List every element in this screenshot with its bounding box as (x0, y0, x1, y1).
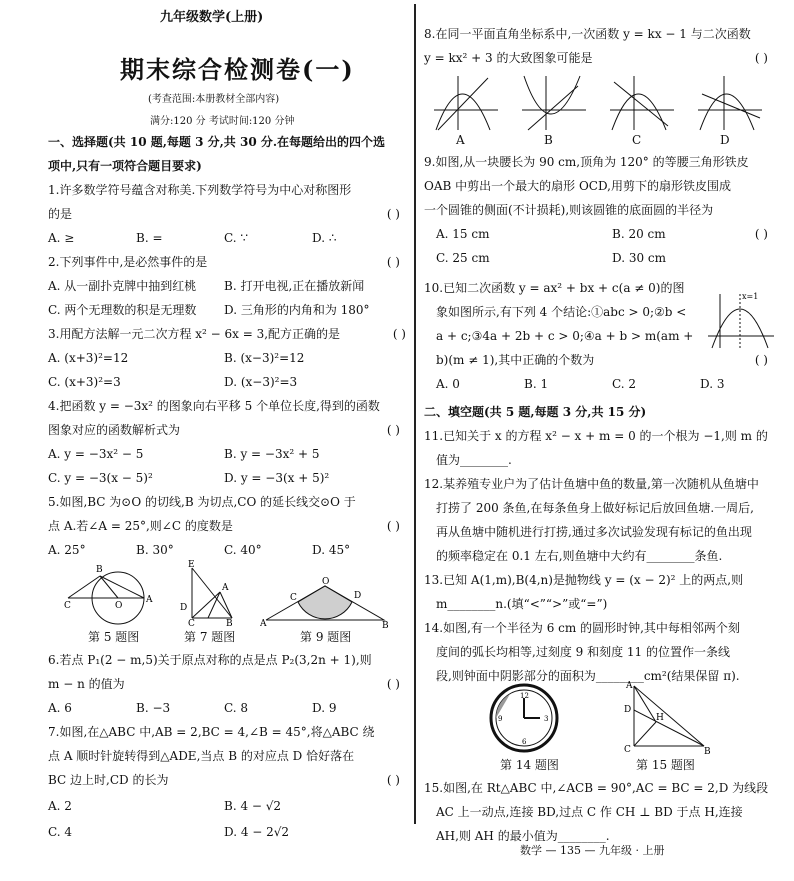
figure-q9 (260, 572, 390, 628)
figure-q8-graphs (428, 72, 778, 134)
svg-text:D: D (624, 705, 632, 715)
option: D. y = −3(x + 5)² (224, 471, 330, 485)
answer-paren: ( ) (754, 227, 768, 241)
exam-title: 期末综合检测卷(一) (120, 55, 355, 84)
section1-heading-line2: 项中,只有一项符合题目要求) (48, 159, 202, 173)
q3-options-row1 (48, 346, 408, 370)
q7-line2: 点 A 顺时针旋转得到△ADE,当点 B 的对应点 D 恰好落在 (48, 749, 355, 763)
option: D (720, 133, 730, 147)
option: A. 15 cm (436, 227, 490, 241)
svg-text:3: 3 (544, 715, 549, 723)
q12-line2: 打捞了 200 条鱼,在每条鱼身上做好标记后放回鱼塘.一周后, (436, 501, 754, 515)
fig-label: x=1 (742, 292, 759, 301)
option: C. (x+3)²=3 (48, 375, 121, 389)
right-column (424, 22, 776, 70)
fig-label: C (188, 619, 195, 626)
option: B. 1 (524, 377, 549, 391)
right-column-q9 (424, 150, 776, 396)
fig-label: D (354, 591, 362, 601)
option: C. 2 (612, 377, 637, 391)
q2-options-row2 (48, 298, 408, 322)
answer-paren: ( ) (754, 51, 768, 65)
svg-text:6: 6 (522, 738, 527, 746)
figure-q10 (706, 290, 776, 350)
option: A. 2 (48, 799, 72, 813)
option: B. 20 cm (612, 227, 666, 241)
right-column-q15 (424, 776, 776, 848)
option: D. 三角形的内角和为 180° (224, 303, 370, 317)
option: B. 4 − √2 (224, 799, 282, 813)
fig-label: A (146, 595, 153, 605)
option: C. y = −3(x − 5)² (48, 471, 153, 485)
q14-line2: 度间的弧长均相等,过刻度 9 和刻度 11 的位置作一条线 (436, 645, 730, 659)
answer-paren: ( ) (386, 773, 400, 787)
q12-line1: 12.某养殖专业户为了估计鱼塘中鱼的数量,第一次随机从鱼塘中 (424, 477, 759, 491)
q8-line1: 8.在同一平面直角坐标系中,一次函数 y = kx − 1 与二次函数 (424, 27, 751, 41)
q2-line1: 2.下列事件中,是必然事件的是 ( ) (48, 250, 408, 274)
option: B. = (136, 231, 163, 245)
q12-line4: 的频率稳定在 0.1 左右,则鱼塘中大约有________条鱼. (436, 549, 723, 563)
q6-line1: 6.若点 P₁(2 − m,5)关于原点对称的点是点 P₂(3,2n + 1),则 (48, 653, 372, 667)
q15-line3: AH,则 AH 的最小值为________. (436, 829, 610, 843)
q13-line1: 13.已知 A(1,m),B(4,n)是抛物线 y = (x − 2)² 上的两点,则 (424, 573, 744, 587)
option: C. 40° (224, 543, 262, 557)
answer-paren: ( ) (386, 677, 400, 691)
option: C. 4 (48, 825, 73, 839)
q5-options (48, 538, 408, 562)
option: A. y = −3x² − 5 (48, 447, 144, 461)
right-column-section2 (424, 400, 776, 688)
figure-q7 (180, 560, 240, 626)
q9-options-row2 (424, 246, 776, 270)
section2-heading: 二、填空题(共 5 题,每题 3 分,共 15 分) (424, 405, 647, 419)
answer-paren: ( ) (386, 255, 400, 269)
svg-text:B: B (704, 747, 711, 756)
option: B. 30° (136, 543, 174, 557)
fig-label: C (64, 601, 71, 611)
svg-text:H: H (656, 713, 664, 723)
q3-line1: 3.用配方法解一元二次方程 x² − 6x = 3,配方正确的是 ( ) (48, 322, 408, 346)
option: A. 6 (48, 701, 72, 715)
option: D. 30 cm (612, 251, 667, 265)
exam-scope: (考查范围:本册教材全部内容) (148, 94, 280, 105)
fig-label: A (222, 583, 229, 593)
option: B. 打开电视,正在播放新闻 (224, 279, 365, 293)
q11-line2: 值为________. (436, 453, 512, 467)
option: C. 两个无理数的积是无理数 (48, 303, 197, 317)
option: A. (x+3)²=12 (48, 351, 129, 365)
option: B (544, 133, 553, 147)
column-divider (414, 4, 416, 824)
q4-line2: 图象对应的函数解析式为 ( ) (48, 418, 408, 442)
q10-options (424, 372, 776, 396)
q6-options (48, 696, 408, 720)
q3-options-row2 (48, 370, 408, 394)
caption-q7: 第 7 题图 (184, 630, 236, 644)
q9-line3: 一个圆锥的侧面(不计损耗),则该圆锥的底面圆的半径为 (424, 203, 714, 217)
fig-label: E (188, 560, 195, 570)
q6-line2: m − n 的值为 ( ) (48, 672, 408, 696)
q10-line1: 10.已知二次函数 y = ax² + bx + c(a ≠ 0)的图 (424, 281, 685, 295)
q5-line2: 点 A.若∠A = 25°,则∠C 的度数是 ( ) (48, 514, 408, 538)
q4-line1: 4.把函数 y = −3x² 的图象向右平移 5 个单位长度,得到的函数 (48, 399, 380, 413)
answer-paren: ( ) (392, 327, 406, 341)
q14-line3: 段,则钟面中阴影部分的面积为________cm²(结果保留 π). (436, 669, 740, 683)
q5-line1: 5.如图,BC 为⊙O 的切线,B 为切点,CO 的延长线交⊙O 于 (48, 495, 356, 509)
fig-label: A (260, 619, 267, 628)
graph-a (434, 76, 498, 130)
option: A. 25° (48, 543, 86, 557)
graph-d (698, 76, 762, 130)
option: B. −3 (136, 701, 171, 715)
option: D. 9 (312, 701, 337, 715)
q13-line2: m________n.(填“<”“>”或“=”) (436, 597, 608, 611)
graph-b (522, 76, 586, 130)
q15-line1: 15.如图,在 Rt△ABC 中,∠ACB = 90°,AC = BC = 2,D 为线段 (424, 781, 769, 795)
fig-label: B (96, 565, 103, 575)
option: A (456, 133, 465, 147)
answer-paren: ( ) (386, 519, 400, 533)
answer-paren: ( ) (386, 423, 400, 437)
caption-q14: 第 14 题图 (500, 758, 559, 772)
svg-text:C: C (624, 745, 631, 755)
svg-text:9: 9 (498, 715, 503, 723)
fig-label: B (382, 621, 389, 628)
svg-text:12: 12 (520, 692, 529, 700)
option: C. 25 cm (436, 251, 490, 265)
q1-options (48, 226, 408, 250)
option: A. 0 (436, 377, 460, 391)
q4-options-row2 (48, 466, 408, 490)
q8-options (456, 128, 730, 152)
q7-line3: BC 边上时,CD 的长为 ( ) (48, 768, 408, 792)
q11-line1: 11.已知关于 x 的方程 x² − x + m = 0 的一个根为 −1,则 m 的 (424, 429, 768, 443)
figure-q15 (622, 680, 714, 756)
q10-line4: b)(m ≠ 1),其中正确的个数为 ( ) (424, 348, 776, 372)
option: D. 3 (700, 377, 725, 391)
left-column (48, 130, 408, 562)
q14-line1: 14.如图,有一个半径为 6 cm 的圆形时钟,其中每相邻两个刻 (424, 621, 740, 635)
option: D. 45° (312, 543, 351, 557)
fig-label: O (115, 601, 123, 611)
page-footer: 数学 — 135 — 九年级 · 上册 (520, 844, 665, 857)
q15-line2: AC 上一动点,连接 BD,过点 C 作 CH ⊥ BD 于点 H,连接 (436, 805, 743, 819)
q1-line2: 的是 ( ) (48, 202, 408, 226)
option: C (632, 133, 642, 147)
figure-q5 (60, 560, 160, 626)
q2-options-row1 (48, 274, 408, 298)
section1-heading-line1: 一、选择题(共 10 题,每题 3 分,共 30 分.在每题给出的四个选 (48, 135, 386, 149)
q1-line1: 1.许多数学符号蕴含对称美.下列数学符号为中心对称图形 (48, 183, 352, 197)
q8-line2: y = kx² + 3 的大致图象可能是 ( ) (424, 46, 776, 70)
fig-label: B (226, 619, 233, 626)
fig-label: O (322, 577, 330, 587)
figure-q14-clock (488, 682, 560, 754)
caption-q9: 第 9 题图 (300, 630, 352, 644)
score-time: 满分:120 分 考试时间:120 分钟 (150, 116, 295, 127)
q12-line3: 再从鱼塘中随机进行打捞,通过多次试验发现有标记的鱼出现 (436, 525, 752, 539)
caption-q15: 第 15 题图 (636, 758, 695, 772)
option: D. ∴ (312, 231, 337, 245)
fig-label: C (290, 593, 297, 603)
svg-text:A: A (626, 681, 633, 691)
q10-line3: a + c;③4a + 2b + c > 0;④a + b > m(am + (436, 329, 694, 343)
q9-line1: 9.如图,从一块腰长为 90 cm,顶角为 120° 的等腰三角形铁皮 (424, 155, 749, 169)
q7-options-row2 (48, 820, 408, 844)
option: C. ∵ (224, 231, 249, 245)
q7-line1: 7.如图,在△ABC 中,AB = 2,BC = 4,∠B = 45°,将△ABC 绕 (48, 725, 375, 739)
graph-c (610, 76, 674, 130)
option: B. y = −3x² + 5 (224, 447, 320, 461)
q9-line2: OAB 中剪出一个最大的扇形 OCD,用剪下的扇形铁皮围成 (424, 179, 731, 193)
q4-options-row1 (48, 442, 408, 466)
option: D. 4 − 2√2 (224, 825, 290, 839)
caption-q5: 第 5 题图 (88, 630, 140, 644)
option: D. (x−3)²=3 (224, 375, 298, 389)
left-column-lower (48, 648, 408, 844)
q10-line2: 象如图所示,有下列 4 个结论:①abc > 0;②b < (436, 305, 687, 319)
fig-label: D (180, 603, 188, 613)
answer-paren: ( ) (386, 207, 400, 221)
option: C. 8 (224, 701, 249, 715)
q7-options-row1 (48, 792, 408, 820)
option: A. 从一副扑克牌中抽到红桃 (48, 279, 197, 293)
answer-paren: ( ) (754, 353, 768, 367)
q9-options-row1 (424, 222, 776, 246)
subject-title: 九年级数学(上册) (160, 10, 264, 25)
option: B. (x−3)²=12 (224, 351, 305, 365)
option: A. ≥ (48, 231, 75, 245)
